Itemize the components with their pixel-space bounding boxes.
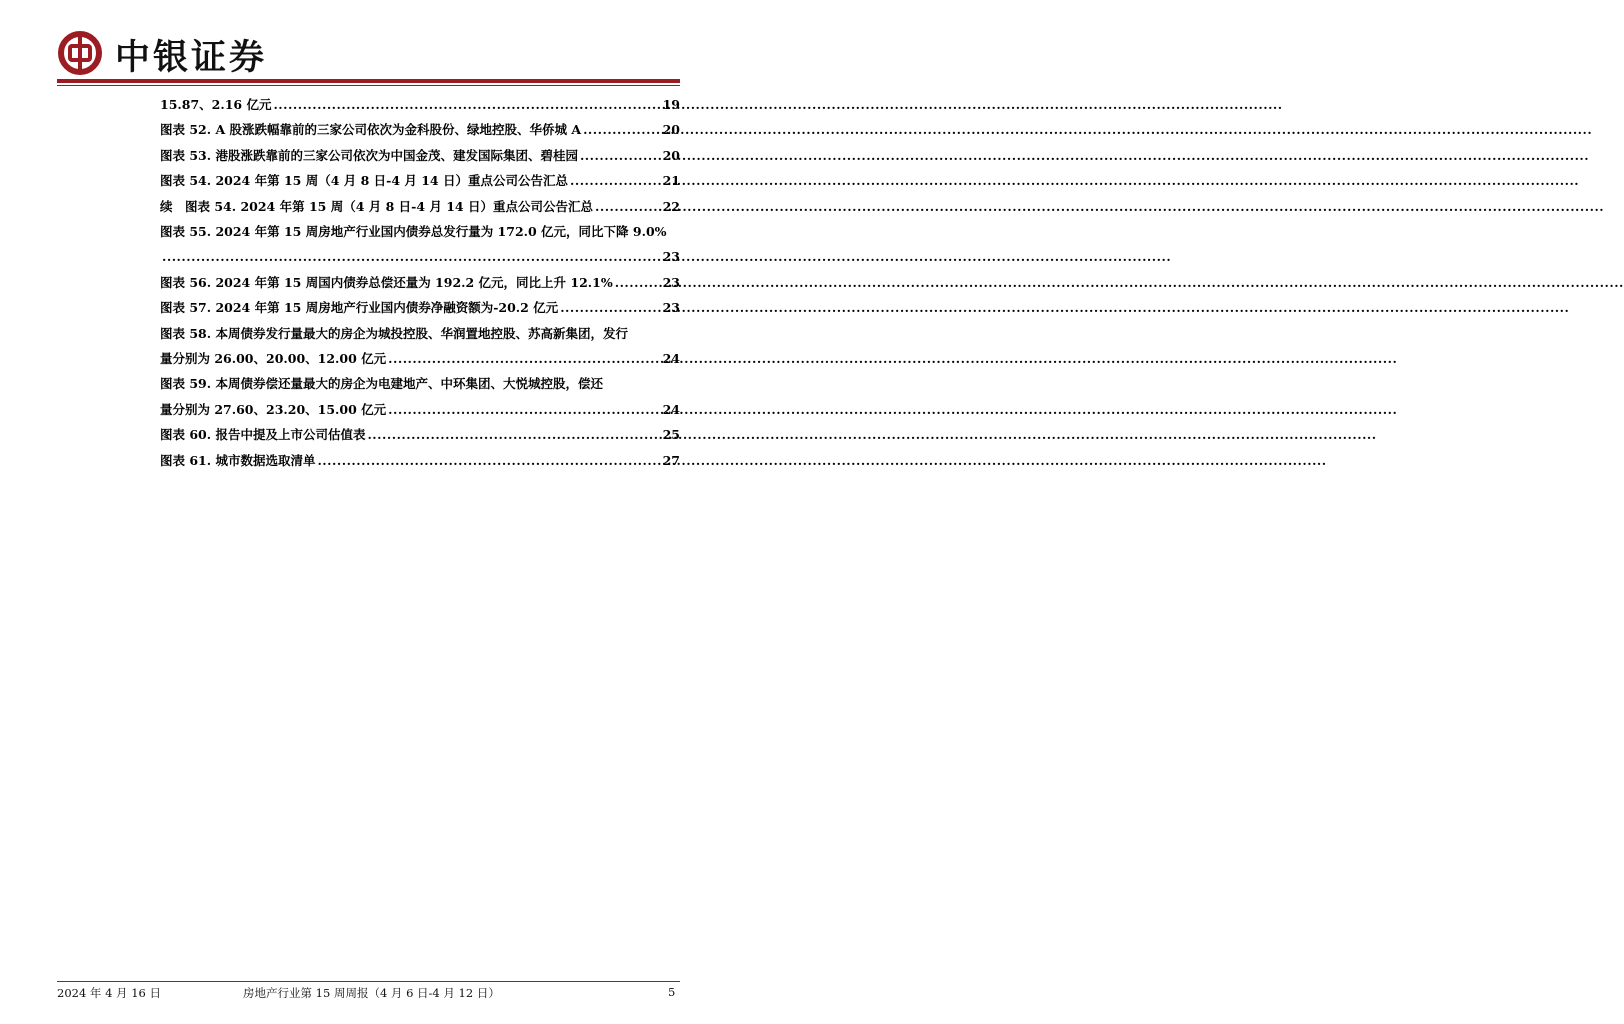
toc-entry[interactable] [160,117,680,142]
toc-entry-page: 19 [662,97,680,112]
toc-entry-text: 15.87、2.16 亿元 [160,97,272,112]
toc-entry-text: 图表 59. 本周债券偿还量最大的房企为电建地产、中环集团、大悦城控股，偿还 [160,376,603,392]
toc-entry-text: 图表 56. 2024 年第 15 周国内债券总偿还量为 192.2 亿元，同比上升 12.1% [160,274,613,290]
toc-entry-page: 24 [662,351,680,367]
leader-dots [162,244,661,269]
brand-name: 中银证券 [115,37,268,78]
toc-entry-page: 23 [662,274,680,290]
toc-entry-text: 图表 60. 报告中提及上市公司估值表 [160,427,366,443]
header-rule [57,79,680,83]
leader-dots [560,295,660,320]
footer-report-title: 房地产行业第 15 周周报（4 月 6 日-4 月 12 日） [243,986,500,1000]
leader-dots [615,270,661,295]
footer-page-number: 5 [668,985,676,999]
toc-entry[interactable] [160,448,680,473]
toc-entry-page: 25 [662,427,680,443]
toc-entry-page: 23 [662,249,680,265]
toc-entry-page: 24 [662,401,680,417]
leader-dots [595,194,661,219]
toc-entry-text: 图表 58. 本周债券发行量最大的房企为城投控股、华润置地控股、苏高新集团，发行 [160,325,628,341]
toc-entry[interactable] [160,371,680,422]
page-header [0,0,724,90]
leader-dots [580,143,661,168]
toc-entry-text: 续 图表 54. 2024 年第 15 周（4 月 8 日-4 月 14 日）重点公司公告汇总 [160,198,593,214]
toc-entry[interactable] [160,219,680,270]
toc-entry-page: 20 [662,122,680,138]
leader-dots [273,92,660,117]
toc-entry-text: 图表 57. 2024 年第 15 周房地产行业国内债券净融资额为-20.2 亿元 [160,300,559,316]
toc-entry-page: 21 [662,173,680,189]
footer-date: 2024 年 4 月 16 日 [57,986,161,1000]
toc-entry[interactable] [160,321,680,372]
toc-entry[interactable] [160,168,680,193]
bank-of-china-logo-icon [57,30,103,76]
toc-entry-text: 图表 53. 港股涨跌靠前的三家公司依次为中国金茂、建发国际集团、碧桂园 [160,147,578,163]
toc-entry-page: 23 [662,300,680,316]
toc-entry[interactable] [160,295,680,320]
footer-rule [57,981,680,982]
toc-entry[interactable] [160,270,680,295]
toc-entry[interactable] [160,92,680,117]
toc-entry-text: 图表 52. A 股涨跌幅靠前的三家公司依次为金科股份、绿地控股、华侨城 A [160,122,582,138]
toc-entry-text: 图表 55. 2024 年第 15 周房地产行业国内债券总发行量为 172.0 亿元，同比下降 9.0% [160,224,667,240]
leader-dots [388,397,660,422]
toc-entry-page: 20 [662,147,680,163]
toc-entry[interactable] [160,422,680,447]
leader-dots [317,448,660,473]
leader-dots [583,117,661,142]
toc-entry-page: 22 [662,198,680,214]
leader-dots [367,422,660,447]
leader-dots [570,168,661,193]
toc-entry[interactable] [160,194,680,219]
toc-entry-text: 图表 54. 2024 年第 15 周（4 月 8 日-4 月 14 日）重点公司公告汇总 [160,173,568,189]
toc-entry-text-cont: 量分别为 26.00、20.00、12.00 亿元 [160,351,387,367]
table-of-contents [160,92,680,473]
toc-entry-text-cont: 量分别为 27.60、23.20、15.00 亿元 [160,401,387,417]
leader-dots [388,346,660,371]
toc-entry-page: 27 [662,452,680,468]
toc-entry-text: 图表 61. 城市数据选取清单 [160,452,316,468]
toc-entry[interactable] [160,143,680,168]
header-rule-thin [57,85,680,86]
